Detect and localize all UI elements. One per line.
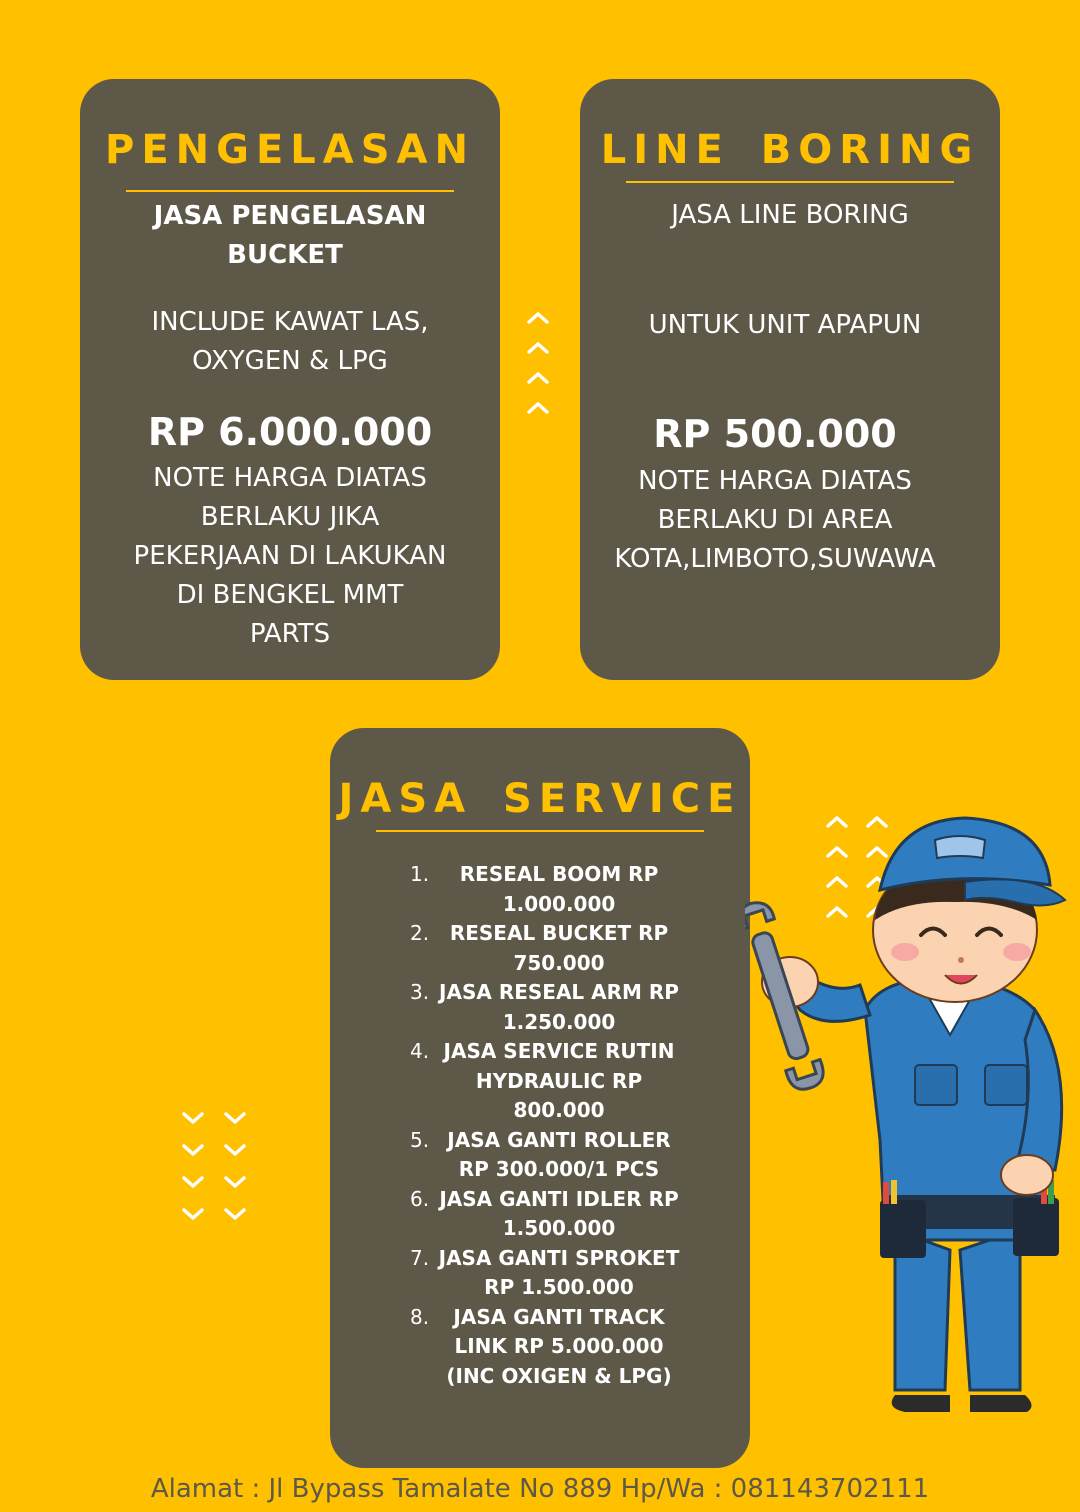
- line-boring-note-line1: NOTE HARGA DIATAS: [638, 466, 912, 496]
- chevron-down-icon: [180, 1106, 250, 1222]
- list-item: [410, 860, 680, 919]
- list-item-text: JASA GANTI IDLER RP 1.500.000: [439, 1186, 679, 1240]
- footer-address: Alamat : Jl Bypass Tamalate No 889 Hp/Wa : 081143702111: [150, 1474, 930, 1504]
- list-item-number: 3.: [410, 980, 430, 1004]
- list-item-number: 7.: [410, 1245, 430, 1270]
- pengelasan-price: RP 6.000.000: [147, 410, 433, 454]
- pengelasan-subtitle-line2: BUCKET: [227, 240, 343, 270]
- line-boring-card: [580, 79, 1000, 680]
- list-item: [410, 978, 680, 1037]
- pengelasan-card: [80, 79, 500, 680]
- jasa-service-card: [330, 728, 750, 1468]
- pengelasan-note-line5: PARTS: [249, 619, 331, 649]
- list-item-text: JASA GANTI TRACK LINK RP 5.000.000 (INC OXIGEN & LPG): [446, 1304, 672, 1388]
- list-item-number: 1.: [410, 862, 430, 886]
- list-item-text: JASA RESEAL ARM RP 1.250.000: [439, 980, 679, 1034]
- line-boring-title: LINE BORING: [600, 127, 980, 173]
- list-item-number: 4.: [410, 1039, 430, 1063]
- list-item-text: JASA GANTI ROLLER RP 300.000/1 PCS: [447, 1127, 671, 1181]
- list-item-text: JASA SERVICE RUTIN HYDRAULIC RP 800.000: [443, 1039, 675, 1122]
- list-item: [410, 1244, 680, 1303]
- pengelasan-title: PENGELASAN: [105, 127, 475, 173]
- line-boring-price: RP 500.000: [653, 412, 897, 456]
- list-item-number: 2.: [410, 921, 430, 945]
- list-item-number: 6.: [410, 1186, 430, 1211]
- pengelasan-title-underline: [126, 190, 454, 192]
- pengelasan-note-line2: BERLAKU JIKA: [200, 502, 380, 532]
- line-boring-subtitle: JASA LINE BORING: [671, 200, 909, 230]
- pengelasan-include-line2: OXYGEN & LPG: [192, 346, 388, 376]
- list-item-text: RESEAL BUCKET RP 750.000: [449, 921, 669, 975]
- line-boring-note-line3: KOTA,LIMBOTO,SUWAWA: [614, 544, 936, 574]
- line-boring-unit: UNTUK UNIT APAPUN: [648, 310, 922, 340]
- chevron-up-icon: [525, 308, 551, 422]
- pengelasan-note-line3: PEKERJAAN DI LAKUKAN: [133, 541, 447, 571]
- jasa-service-title-underline: [376, 830, 704, 832]
- pengelasan-include-line1: INCLUDE KAWAT LAS,: [151, 307, 429, 337]
- line-boring-title-underline: [626, 181, 954, 183]
- pengelasan-note-line1: NOTE HARGA DIATAS: [153, 463, 427, 493]
- list-item-text: RESEAL BOOM RP 1.000.000: [459, 862, 659, 916]
- jasa-service-list: [410, 860, 680, 1391]
- list-item-number: 8.: [410, 1304, 430, 1329]
- pengelasan-note-line4: DI BENGKEL MMT: [176, 580, 404, 610]
- jasa-service-title: JASA SERVICE: [338, 776, 742, 822]
- list-item-text: JASA GANTI SPROKET RP 1.500.000: [438, 1245, 680, 1299]
- list-item: [410, 1126, 680, 1185]
- mechanic-illustration: [745, 810, 1075, 1430]
- list-item: [410, 919, 680, 978]
- pengelasan-subtitle-line1: JASA PENGELASAN: [153, 201, 427, 231]
- list-item: [410, 1037, 680, 1126]
- list-item-number: 5.: [410, 1127, 430, 1152]
- line-boring-note-line2: BERLAKU DI AREA: [657, 505, 893, 535]
- list-item: [410, 1185, 680, 1244]
- list-item: [410, 1303, 680, 1392]
